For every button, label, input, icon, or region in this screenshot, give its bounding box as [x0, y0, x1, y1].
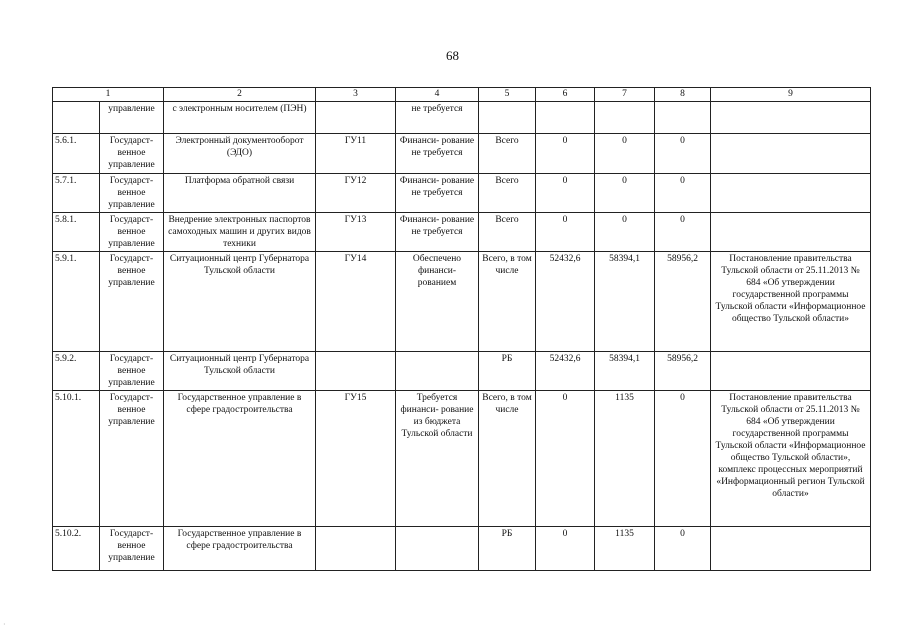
row-note — [711, 352, 871, 391]
row-value-col6: 0 — [536, 174, 595, 213]
row-financing: Требуется финанси- рование из бюджета Тульской области — [396, 391, 479, 527]
row-financing: Обеспечено финанси- рованием — [396, 252, 479, 352]
row-id: 5.8.1. — [53, 213, 100, 252]
row-organization: Государст- венное управление — [100, 391, 164, 527]
row-name: Внедрение электронных паспортов самоходных машин и других видов техники — [164, 213, 316, 252]
page-number: 68 — [446, 48, 459, 63]
row-organization: управление — [100, 102, 164, 134]
row-financing: Финанси- рование не требуется — [396, 213, 479, 252]
row-financing: Финанси- рование не требуется — [396, 174, 479, 213]
row-value-col8: 0 — [655, 391, 711, 527]
row-value-col7: 1135 — [595, 391, 655, 527]
row-name: Ситуационный центр Губернатора Тульской области — [164, 352, 316, 391]
table-row — [53, 134, 871, 174]
row-code — [316, 352, 396, 391]
row-financing: не требуется — [396, 102, 479, 134]
row-source: Всего — [479, 174, 536, 213]
row-source: Всего — [479, 134, 536, 174]
row-name: Платформа обратной связи — [164, 174, 316, 213]
row-value-col8: 58956,2 — [655, 252, 711, 352]
row-value-col8: 0 — [655, 213, 711, 252]
header-cell: 5 — [479, 88, 536, 102]
row-code — [316, 527, 396, 571]
header-cell: 8 — [655, 88, 711, 102]
row-id: 5.9.2. — [53, 352, 100, 391]
table-row — [53, 174, 871, 213]
row-note — [711, 527, 871, 571]
header-cell: 6 — [536, 88, 595, 102]
row-name: Электронный документооборот (ЭДО) — [164, 134, 316, 174]
row-organization: Государст- венное управление — [100, 352, 164, 391]
row-value-col7: 0 — [595, 213, 655, 252]
row-value-col7: 0 — [595, 134, 655, 174]
row-value-col8: 0 — [655, 174, 711, 213]
header-cell: 7 — [595, 88, 655, 102]
row-financing — [396, 527, 479, 571]
row-organization: Государст- венное управление — [100, 527, 164, 571]
row-value-col7 — [595, 102, 655, 134]
row-organization: Государст- венное управление — [100, 134, 164, 174]
table-row — [53, 352, 871, 391]
data-table — [52, 87, 871, 571]
row-value-col8: 0 — [655, 134, 711, 174]
table-row — [53, 527, 871, 571]
row-id: 5.7.1. — [53, 174, 100, 213]
row-value-col7: 58394,1 — [595, 252, 655, 352]
header-cell: 9 — [711, 88, 871, 102]
row-value-col6: 52432,6 — [536, 252, 595, 352]
header-cell: 1 — [53, 88, 164, 102]
row-value-col6: 0 — [536, 391, 595, 527]
row-organization: Государст- венное управление — [100, 213, 164, 252]
row-code: ГУ11 — [316, 134, 396, 174]
row-value-col6 — [536, 102, 595, 134]
row-source: РБ — [479, 527, 536, 571]
row-source: Всего — [479, 213, 536, 252]
row-financing — [396, 352, 479, 391]
row-note: Постановление правительства Тульской области от 25.11.2013 № 684 «Об утверждении государственной программы Тульской области «Информационное общество Тульской области» — [711, 252, 871, 352]
row-value-col7: 1135 — [595, 527, 655, 571]
row-id — [53, 102, 100, 134]
header-row — [53, 88, 871, 102]
row-code: ГУ13 — [316, 213, 396, 252]
row-code: ГУ15 — [316, 391, 396, 527]
row-note — [711, 213, 871, 252]
row-value-col6: 0 — [536, 134, 595, 174]
row-source: РБ — [479, 352, 536, 391]
scan-artifact: · — [3, 620, 6, 629]
row-value-col8 — [655, 102, 711, 134]
header-cell: 4 — [396, 88, 479, 102]
row-value-col6: 52432,6 — [536, 352, 595, 391]
row-value-col6: 0 — [536, 527, 595, 571]
header-cell: 3 — [316, 88, 396, 102]
row-value-col7: 58394,1 — [595, 352, 655, 391]
row-id: 5.6.1. — [53, 134, 100, 174]
row-source: Всего, в том числе — [479, 391, 536, 527]
row-organization: Государст- венное управление — [100, 174, 164, 213]
row-code: ГУ12 — [316, 174, 396, 213]
row-source — [479, 102, 536, 134]
row-name: Государственное управление в сфере градостроительства — [164, 391, 316, 527]
row-id: 5.10.2. — [53, 527, 100, 571]
header-cell: 2 — [164, 88, 316, 102]
table-row — [53, 213, 871, 252]
row-name: Ситуационный центр Губернатора Тульской области — [164, 252, 316, 352]
row-value-col6: 0 — [536, 213, 595, 252]
row-id: 5.9.1. — [53, 252, 100, 352]
row-id: 5.10.1. — [53, 391, 100, 527]
table-row — [53, 391, 871, 527]
row-financing: Финанси- рование не требуется — [396, 134, 479, 174]
row-source: Всего, в том числе — [479, 252, 536, 352]
row-value-col7: 0 — [595, 174, 655, 213]
row-code — [316, 102, 396, 134]
table-row — [53, 252, 871, 352]
row-note — [711, 174, 871, 213]
row-note: Постановление правительства Тульской области от 25.11.2013 № 684 «Об утверждении государственной программы Тульской области «Информационное общество Тульской области», комплекс процессных мероприятий «Информационный регион Тульской области» — [711, 391, 871, 527]
row-organization: Государст- венное управление — [100, 252, 164, 352]
row-code: ГУ14 — [316, 252, 396, 352]
row-value-col8: 58956,2 — [655, 352, 711, 391]
row-name: с электронным носителем (ПЭН) — [164, 102, 316, 134]
row-name: Государственное управление в сфере градостроительства — [164, 527, 316, 571]
table-row — [53, 102, 871, 134]
row-note — [711, 102, 871, 134]
row-value-col8: 0 — [655, 527, 711, 571]
row-note — [711, 134, 871, 174]
